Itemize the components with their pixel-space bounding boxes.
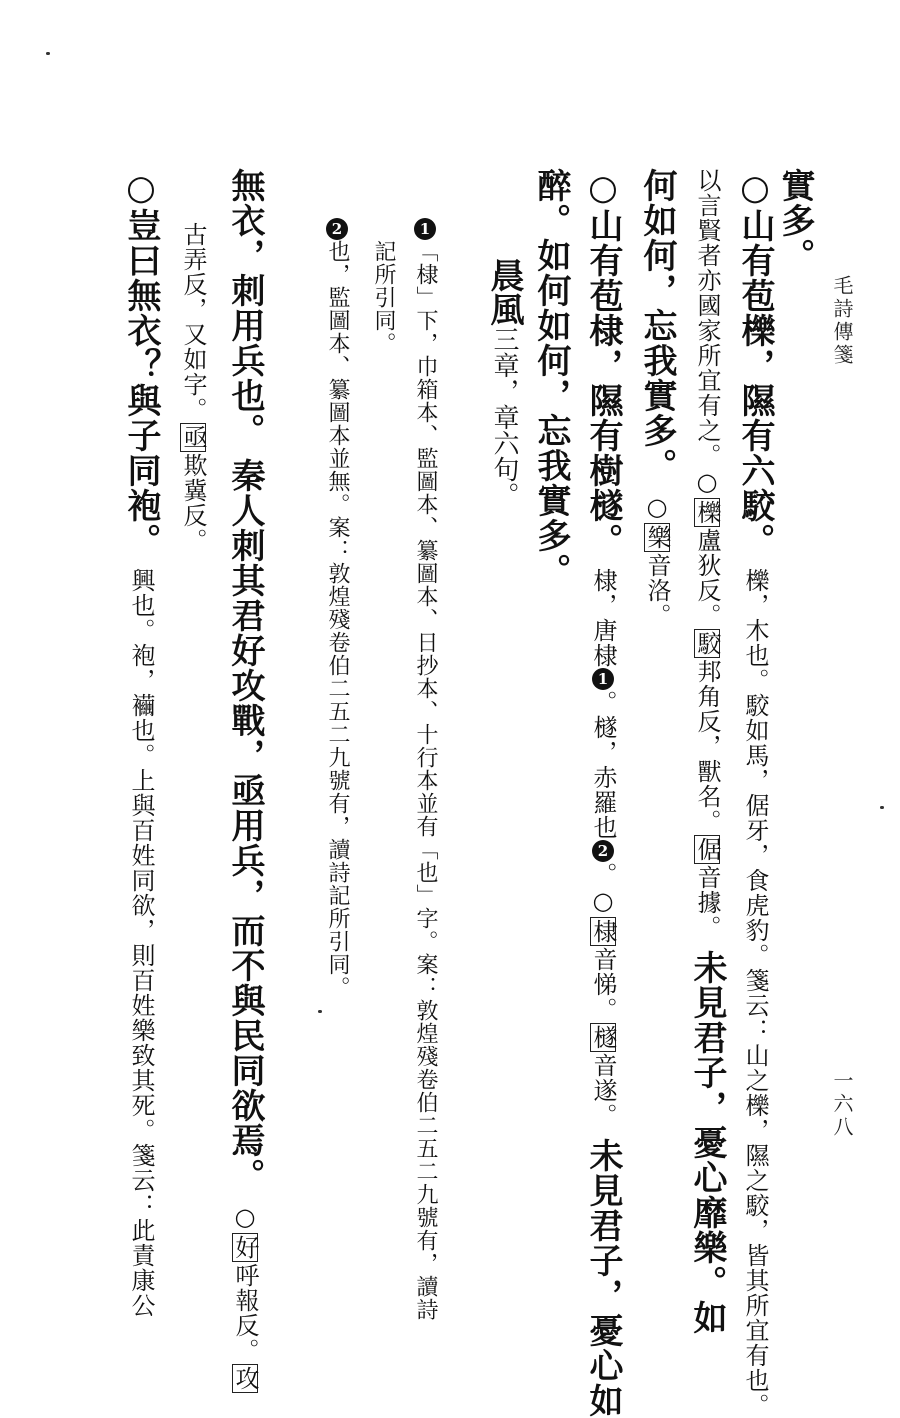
text-column <box>180 222 206 553</box>
scan-speck <box>880 806 884 809</box>
commentary-text: 欺冀反。 <box>179 453 207 553</box>
footnote-column <box>326 218 348 999</box>
commentary-text: 櫟，木也。駮如馬，倨牙，食虎豹。箋云：山之櫟，隰之駮，皆其所宜有也。 <box>741 568 769 1418</box>
commentary-text: 以言賢者亦國家所宜有之。○ <box>693 168 721 497</box>
boxed-character: 棣 <box>589 919 617 944</box>
chapter-count: 三章，章六句。 <box>489 326 519 508</box>
commentary-text: 。○ <box>589 862 617 916</box>
footnote-text: 「棣」下，巾箱本、監圖本、纂圖本、日抄本、十行本並有「也」字。案：敦煌殘卷伯二五二九號有，讀詩 <box>413 240 438 1321</box>
main-text: 醉。如何如何，忘我實多。 <box>531 168 571 588</box>
commentary-text: 古弄反，又如字。 <box>179 222 207 422</box>
boxed-character: 亟 <box>179 425 207 450</box>
boxed-character: 檖 <box>589 1025 617 1050</box>
main-text: 山有苞櫟，隰有六駮。 <box>735 208 775 558</box>
scan-speck <box>46 52 50 55</box>
footnote-number: 1 <box>416 220 434 238</box>
boxed-character: 攻 <box>231 1366 259 1391</box>
text-column <box>687 168 727 1335</box>
circle-marker: ○ <box>583 168 623 208</box>
commentary-text: ○ <box>231 1203 259 1232</box>
scan-speck <box>318 1010 322 1013</box>
commentary-text: 。檖，赤羅也 <box>589 690 617 840</box>
commentary-text: 邦角反，獸名。 <box>693 659 721 834</box>
main-text: 未見君子，憂心如 <box>583 1138 623 1418</box>
commentary-text: 音遂。 <box>589 1053 617 1128</box>
footnote-column <box>414 218 436 1321</box>
footnote-marker: 2 <box>594 842 612 860</box>
text-column <box>531 168 571 588</box>
boxed-character: 櫟 <box>693 500 721 525</box>
boxed-character: 好 <box>231 1235 259 1260</box>
main-text: 未見君子，憂心靡樂。如 <box>687 950 727 1335</box>
commentary-text: 音洛。 <box>643 553 671 628</box>
footnote-text: 也，監圖本、纂圖本並無。案：敦煌殘卷伯二五二九號有，讀詩記所引同。 <box>325 240 350 999</box>
footnote-column <box>372 240 394 355</box>
main-text: 山有苞棣，隰有樹檖。 <box>583 208 623 558</box>
boxed-character: 樂 <box>643 525 671 550</box>
main-text: 何如何，忘我實多。 <box>637 168 677 483</box>
commentary-text: 盧狄反。 <box>693 528 721 628</box>
main-text: 實多。 <box>775 168 815 273</box>
boxed-character: 倨 <box>693 837 721 862</box>
circle-marker: ○ <box>735 168 775 208</box>
commentary-text: 音悌。 <box>589 947 617 1022</box>
text-column <box>735 168 775 1418</box>
poem-title: 晨風 <box>484 258 524 326</box>
main-text: 無衣，刺用兵也。 <box>225 168 265 448</box>
commentary-text: ○ <box>643 493 671 522</box>
commentary-text: 興也。袍，襺也。上與百姓同欲，則百姓樂致其死。箋云：此責康公 <box>127 568 155 1318</box>
text-column <box>775 168 815 273</box>
text-column <box>121 168 161 1318</box>
commentary-text: 棣，唐棣 <box>589 568 617 668</box>
main-text: 秦人刺其君好攻戰，亟用兵，而不與民同欲焉。 <box>225 458 265 1193</box>
section-title <box>480 258 529 508</box>
footnote-text: 記所引同。 <box>371 240 396 355</box>
page-number: 一六八 <box>830 1070 854 1139</box>
main-text: 豈曰無衣？與子同袍。 <box>121 208 161 558</box>
commentary-text: 音據。 <box>693 865 721 940</box>
boxed-character: 駮 <box>693 631 721 656</box>
footnote-marker: 1 <box>594 670 612 688</box>
text-column <box>583 168 623 1418</box>
circle-marker: ○ <box>121 168 161 208</box>
text-column <box>225 168 265 1394</box>
text-column <box>637 168 677 628</box>
commentary-text: 呼報反。 <box>231 1263 259 1363</box>
running-title: 毛詩傳箋 <box>830 275 854 367</box>
footnote-number: 2 <box>328 220 346 238</box>
